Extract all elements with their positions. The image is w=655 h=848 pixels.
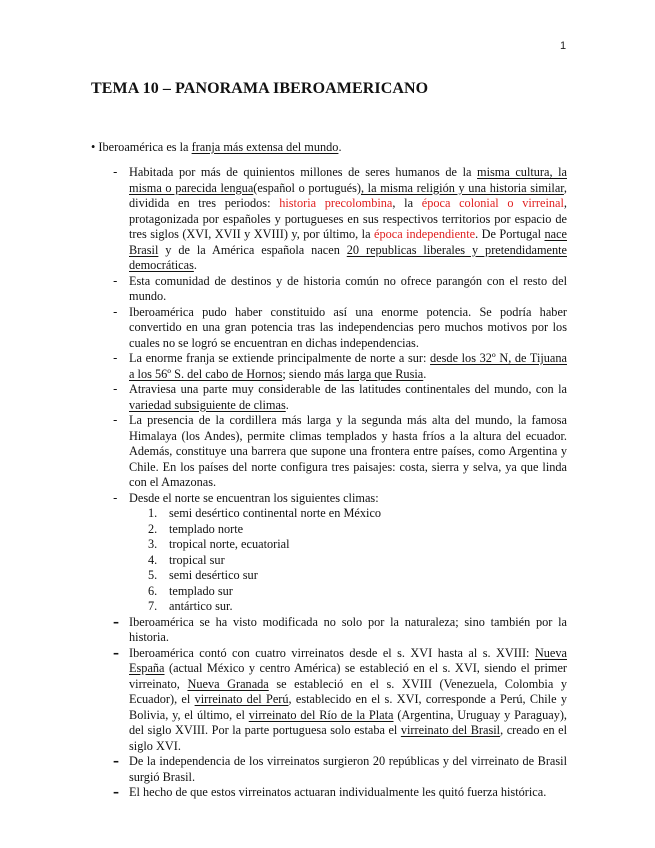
list-marker-icon: - (113, 351, 118, 365)
climate-text: antártico sur. (169, 599, 233, 613)
climate-item (129, 568, 567, 584)
text-segment: Habitada por más de quinientos millones de seres humanos de la (129, 165, 477, 179)
climate-text: templado norte (169, 521, 244, 536)
bullet-icon: • (91, 140, 96, 154)
text-segment: Esta comunidad de destinos y de historia común no ofrece parangón con el resto del mundo. (129, 273, 567, 303)
climate-number: 1. (148, 506, 158, 520)
highlighted-text: historia precolombina (279, 196, 393, 210)
climate-text: templado sur (169, 583, 233, 598)
text-segment: . (423, 366, 427, 381)
underlined-text: misma cultura, la misma o parecida lengua (129, 165, 567, 195)
text-segment: , protagonizada por españoles y portugueses en sus respectivos territorios por espacio de tres siglos (XVI, XVII y XVIII) y, por último, la (129, 196, 567, 241)
text-segment: Atraviesa una parte muy considerable de las latitudes continentales del mundo, con la (129, 382, 567, 396)
intro-paragraph (91, 140, 342, 156)
climate-list (129, 506, 567, 615)
climate-item (129, 506, 567, 522)
underlined-text: Nueva España (129, 645, 567, 675)
climate-item (129, 522, 567, 538)
climate-number: 3. (148, 537, 158, 551)
underlined-text: virreinato del Perú (194, 692, 289, 706)
intro-text-underlined: franja más extensa del mundo (191, 140, 339, 154)
text-segment: . (285, 397, 289, 412)
underlined-text: Nueva Granada (187, 676, 269, 691)
list-marker-icon: - (113, 413, 118, 427)
text-segment: ; siendo (282, 366, 325, 381)
list-marker-icon: - (113, 273, 118, 288)
list-marker-icon: – (113, 645, 119, 660)
climate-number: 5. (148, 568, 158, 582)
list-marker-icon: - (113, 165, 118, 179)
list-marker-icon: - (113, 490, 118, 505)
text-segment: De la independencia de los virreinatos surgieron 20 repúblicas y del virreinato de Brasil surgió Brasil. (129, 754, 567, 784)
text-segment: (Argentina, Uruguay y Paraguay), del siglo XVIII. Por la parte portuguesa solo estaba el (129, 707, 568, 737)
list-item (91, 165, 567, 274)
underlined-text: 20 republicas liberales y pretendidamente democráticas (129, 242, 567, 272)
climate-number: 4. (148, 552, 158, 567)
list-item (91, 351, 567, 382)
list-item (91, 785, 567, 801)
highlighted-text: época independiente (373, 227, 476, 241)
list-marker-icon: – (113, 614, 119, 629)
text-segment: , dividida en tres periodos: (129, 180, 567, 210)
page-title: TEMA 10 – PANORAMA IBEROAMERICANO (91, 80, 429, 97)
climate-item (129, 599, 567, 615)
list-item (91, 615, 567, 646)
intro-text-before: Iberoamérica es la (98, 140, 192, 154)
text-segment: Iberoamérica pudo haber constituido así una enorme potencia. Se podría haber convertido en una gran potencia tras las independencias pero muchos motivos por los cuales no se logró se encuentran en dichas independencias. (129, 304, 567, 350)
list-marker-icon: – (113, 754, 119, 768)
underlined-text: virreinato del Brasil (400, 723, 501, 737)
text-segment: Iberoamérica se ha visto modificada no solo por la naturaleza; sino también por la historia. (129, 614, 567, 644)
text-segment: Desde el norte se encuentran los siguientes climas: (129, 490, 379, 505)
intro-text-after: . (338, 140, 342, 154)
climate-item (129, 537, 567, 553)
list-item (91, 413, 567, 491)
text-segment: La enorme franja se extiende principalmente de norte a sur: (129, 351, 431, 365)
text-segment: , creado en el siglo XVI. (129, 723, 567, 753)
list-item (91, 646, 567, 755)
list-marker-icon: – (113, 785, 119, 799)
underlined-text: más larga que Rusia (324, 366, 424, 381)
climate-number: 7. (148, 599, 158, 613)
page-number: 1 (560, 40, 567, 52)
bullet-list (91, 165, 567, 801)
climate-item (129, 584, 567, 600)
text-segment: (actual México y centro América) se estableció en el s. XVI, siendo el primer virreinato, (129, 661, 567, 691)
text-segment: , establecido en el s. XVI, corresponde a Perú, Chile y Bolivia, y, el último, el (129, 692, 567, 722)
climate-text: tropical norte, ecuatorial (169, 537, 290, 551)
text-segment: , la (392, 196, 422, 210)
text-segment: . De Portugal (475, 227, 545, 241)
list-item (91, 754, 567, 785)
text-segment: se estableció en el s. XVIII (Venezuela, Colombia y Ecuador), el (129, 676, 567, 706)
climate-item (129, 553, 567, 569)
list-item (91, 305, 567, 352)
underlined-text: desde los 32º N, de Tijuana a los 56º S. del cabo de Hornos (129, 351, 567, 381)
highlighted-text: época colonial o virreinal (421, 196, 564, 210)
climate-number: 2. (148, 521, 158, 536)
climate-text: tropical sur (169, 552, 225, 567)
climate-text: semi desértico continental norte en México (169, 506, 382, 520)
list-item (91, 274, 567, 305)
text-segment: El hecho de que estos virreinatos actuaran individualmente les quitó fuerza histórica. (129, 785, 547, 799)
underlined-text: variedad subsiguiente de climas (129, 397, 286, 412)
text-segment: Iberoamérica contó con cuatro virreinatos desde el s. XVI hasta al s. XVIII: (129, 645, 535, 660)
text-segment: La presencia de la cordillera más larga y la segunda más alta del mundo, la famosa Himalaya (los Andes), permite climas templados y hasta fríos a la altura del ecuador. Además, constituye una barrera que supone una frontera entre países, como Argentina y Chile. En los países del norte configura tres paisajes: costa, sierra y selva, ya que linda con el Amazonas. (129, 413, 567, 489)
underlined-text: , la misma religión y una historia similar (360, 180, 564, 195)
underlined-text: virreinato del Río de la Plata (248, 707, 394, 722)
list-marker-icon: - (113, 304, 118, 319)
list-item (91, 491, 567, 615)
text-segment: . (193, 258, 197, 272)
climate-text: semi desértico sur (169, 568, 258, 582)
list-marker-icon: - (113, 382, 118, 396)
underlined-text: nace Brasil (129, 227, 568, 257)
text-segment: y de la América española nacen (158, 242, 347, 257)
climate-number: 6. (148, 583, 158, 598)
text-segment: (español o portugués) (253, 180, 361, 195)
list-item (91, 382, 567, 413)
